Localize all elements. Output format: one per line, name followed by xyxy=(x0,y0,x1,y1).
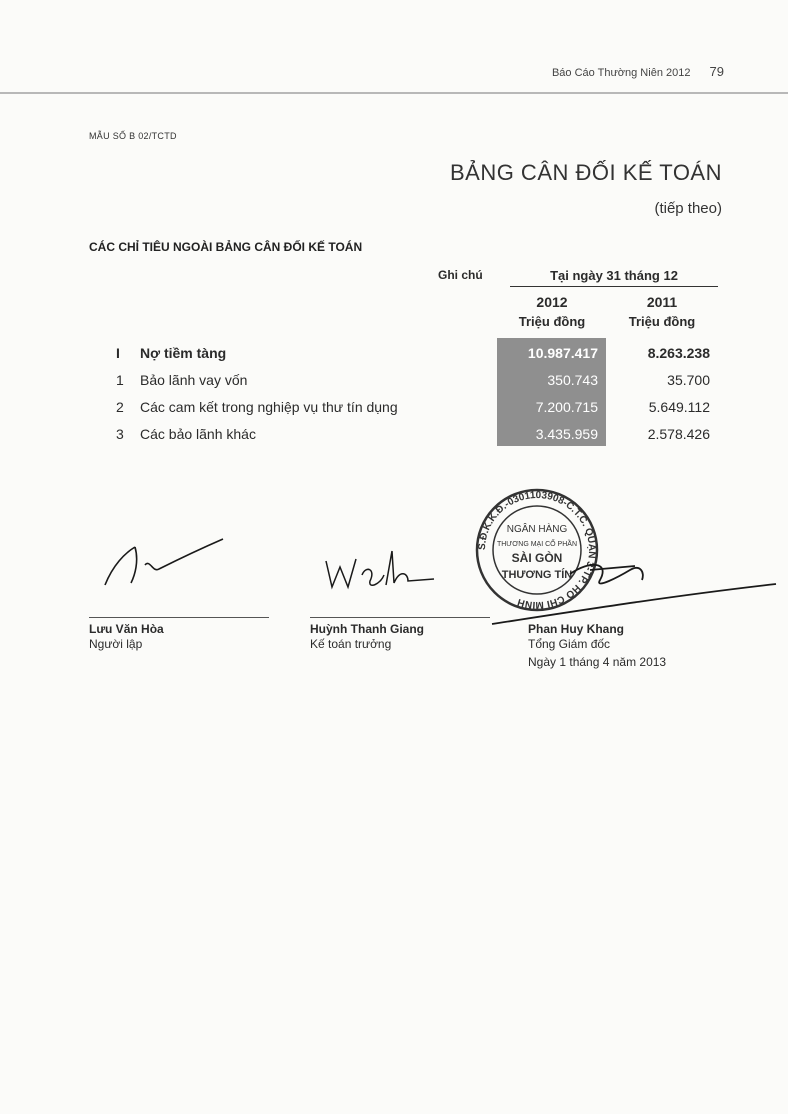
table-cell-2011: 35.700 xyxy=(667,372,710,388)
signer-role: Người lập xyxy=(89,637,143,651)
page-number: 79 xyxy=(709,64,724,79)
header-divider xyxy=(0,92,788,94)
signer-name: Phan Huy Khang xyxy=(528,622,625,636)
unit-2012-header: Triệu đồng xyxy=(518,314,586,329)
table-cell-2011: 8.263.238 xyxy=(647,345,710,361)
header-underline xyxy=(510,286,718,287)
signature-huynh-thanh-giang xyxy=(322,545,442,595)
table-row-label: Các cam kết trong nghiệp vụ thư tín dụng xyxy=(140,399,398,415)
report-title: Báo Cáo Thường Niên 2012 xyxy=(551,67,691,79)
page-title: BẢNG CÂN ĐỐI KẾ TOÁN xyxy=(449,160,722,185)
table-cell-2012: 10.987.417 xyxy=(527,345,598,361)
year-2011-header: 2011 xyxy=(646,294,678,310)
signer-name: Lưu Văn Hòa xyxy=(89,622,164,636)
table-row-label: Nợ tiềm tàng xyxy=(140,345,227,361)
stamp-line-4: THƯƠNG TÍN xyxy=(501,569,573,581)
page-header xyxy=(552,64,724,79)
year-2012-header: 2012 xyxy=(536,294,568,310)
table-row-index: 2 xyxy=(116,399,124,415)
table-cell-2012: 3.435.959 xyxy=(535,426,598,442)
signature-date: Ngày 1 tháng 4 năm 2013 xyxy=(528,655,667,669)
table-cell-2012: 350.743 xyxy=(547,372,598,388)
stamp-line-1: NGÂN HÀNG xyxy=(506,524,568,535)
signer-role: Tổng Giám đốc xyxy=(528,637,611,651)
stamp-line-3: SÀI GÒN xyxy=(511,551,563,565)
signature-line xyxy=(89,617,269,618)
table-cell-2012: 7.200.715 xyxy=(535,399,598,415)
signer-name: Huỳnh Thanh Giang xyxy=(310,622,424,636)
date-column-header: Tại ngày 31 tháng 12 xyxy=(550,268,678,283)
table-row-index: 3 xyxy=(116,426,124,442)
stamp-line-2: THƯƠNG MẠI CỔ PHẦN xyxy=(496,541,578,548)
stamp-ring-text: S.Đ.K.K.Đ.-0301103908-C.T.C. QUẬN 3-TP. HỒ CHÍ MINH xyxy=(476,489,598,611)
signer-role: Kế toán trưởng xyxy=(310,637,392,651)
note-column-header: Ghi chú xyxy=(438,268,483,282)
table-row-index: I xyxy=(116,345,120,361)
table-cell-2011: 5.649.112 xyxy=(648,399,710,415)
unit-2011-header: Triệu đồng xyxy=(628,314,696,329)
form-code: MẪU SỐ B 02/TCTD xyxy=(89,131,177,141)
signature-line xyxy=(310,617,490,618)
signature-luu-van-hoa xyxy=(95,535,230,595)
table-row-label: Các bảo lãnh khác xyxy=(140,426,256,442)
signature-phan-huy-khang xyxy=(470,540,782,630)
table-cell-2011: 2.578.426 xyxy=(647,426,710,442)
table-row-label: Bảo lãnh vay vốn xyxy=(140,372,248,388)
section-title: CÁC CHỈ TIÊU NGOÀI BẢNG CÂN ĐỐI KẾ TOÁN xyxy=(89,240,363,254)
page-subtitle: (tiếp theo) xyxy=(654,200,722,217)
table-row-index: 1 xyxy=(116,372,124,388)
